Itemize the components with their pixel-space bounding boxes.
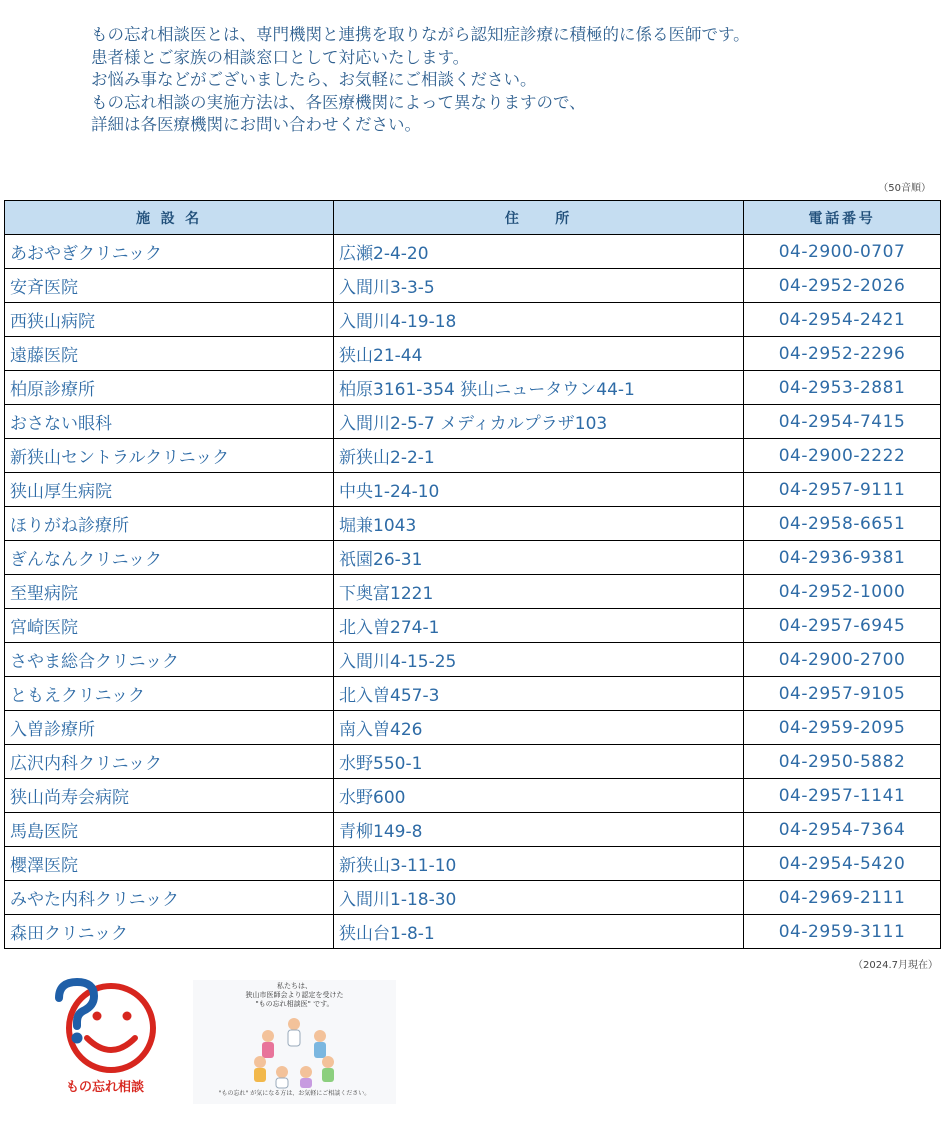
facility-name-cell: おさない眼科 — [5, 405, 334, 439]
header-facility-name: 施 設 名 — [5, 201, 334, 235]
facility-name-cell: ほりがね診療所 — [5, 507, 334, 541]
facility-name-cell: 狭山尚寿会病院 — [5, 779, 334, 813]
intro-text — [91, 24, 911, 137]
address-cell: 柏原3161-354 狭山ニュータウン44-1 — [334, 371, 744, 405]
phone-cell: 04-2969-2111 — [744, 881, 941, 915]
facility-name-cell: 狭山厚生病院 — [5, 473, 334, 507]
phone-cell: 04-2953-2881 — [744, 371, 941, 405]
intro-line: お悩み事などがございましたら、お気軽にご相談ください。 — [91, 70, 537, 89]
address-cell: 北入曽274-1 — [334, 609, 744, 643]
phone-cell: 04-2957-9105 — [744, 677, 941, 711]
address-cell: 下奥富1221 — [334, 575, 744, 609]
address-cell: 広瀬2-4-20 — [334, 235, 744, 269]
address-cell: 入間川1-18-30 — [334, 881, 744, 915]
poster-line: 私たちは、 — [277, 982, 312, 990]
address-cell: 水野600 — [334, 779, 744, 813]
address-cell: 入間川2-5-7 メディカルプラザ103 — [334, 405, 744, 439]
table-row — [5, 269, 941, 303]
facility-name-cell: ぎんなんクリニック — [5, 541, 334, 575]
address-cell: 青柳149-8 — [334, 813, 744, 847]
logo-caption: もの忘れ相談 — [65, 1080, 144, 1095]
facility-name-cell: 馬島医院 — [5, 813, 334, 847]
header-phone: 電話番号 — [744, 201, 941, 235]
phone-cell: 04-2954-2421 — [744, 303, 941, 337]
facility-name-cell: 遠藤医院 — [5, 337, 334, 371]
clinic-table — [4, 200, 941, 949]
address-cell: 南入曽426 — [334, 711, 744, 745]
address-cell: 狭山台1-8-1 — [334, 915, 744, 949]
table-row — [5, 235, 941, 269]
phone-cell: 04-2952-2296 — [744, 337, 941, 371]
table-header-row — [5, 201, 941, 235]
facility-name-cell: 西狭山病院 — [5, 303, 334, 337]
address-cell: 水野550-1 — [334, 745, 744, 779]
table-row — [5, 881, 941, 915]
facility-name-cell: 森田クリニック — [5, 915, 334, 949]
table-row — [5, 439, 941, 473]
phone-cell: 04-2959-3111 — [744, 915, 941, 949]
certification-poster — [193, 980, 396, 1104]
intro-line: もの忘れ相談医とは、専門機関と連携を取りながら認知症診療に積極的に係る医師です。 — [91, 25, 750, 44]
doctors-circle-illustration — [193, 980, 396, 1104]
address-cell: 北入曽457-3 — [334, 677, 744, 711]
phone-cell: 04-2957-1141 — [744, 779, 941, 813]
table-row — [5, 507, 941, 541]
poster-footer: "もの忘れ" が気になる方は、お気軽にご相談ください。 — [218, 1090, 371, 1097]
phone-cell: 04-2950-5882 — [744, 745, 941, 779]
phone-cell: 04-2958-6651 — [744, 507, 941, 541]
table-row — [5, 303, 941, 337]
intro-line: 患者様とご家族の相談窓口として対応いたします。 — [91, 47, 470, 67]
address-cell: 祇園26-31 — [334, 541, 744, 575]
facility-name-cell: 櫻澤医院 — [5, 847, 334, 881]
facility-name-cell: さやま総合クリニック — [5, 643, 334, 677]
phone-cell: 04-2954-7415 — [744, 405, 941, 439]
address-cell: 入間川4-19-18 — [334, 303, 744, 337]
facility-name-cell: 柏原診療所 — [5, 371, 334, 405]
address-cell: 入間川4-15-25 — [334, 643, 744, 677]
address-cell: 堀兼1043 — [334, 507, 744, 541]
table-body — [5, 235, 941, 949]
monowasure-logo — [47, 978, 163, 1098]
phone-cell: 04-2957-6945 — [744, 609, 941, 643]
table-row — [5, 779, 941, 813]
header-address: 住 所 — [334, 201, 744, 235]
table-row — [5, 575, 941, 609]
smiley-question-icon — [47, 978, 163, 1076]
poster-line: 狭山市医師会より認定を受けた — [245, 991, 344, 999]
table-row — [5, 609, 941, 643]
as-of-date-note: （2024.7月現在） — [853, 960, 938, 971]
table-row — [5, 405, 941, 439]
phone-cell: 04-2952-2026 — [744, 269, 941, 303]
table-row — [5, 813, 941, 847]
table-row — [5, 677, 941, 711]
address-cell: 新狭山2-2-1 — [334, 439, 744, 473]
phone-cell: 04-2952-1000 — [744, 575, 941, 609]
facility-name-cell: みやた内科クリニック — [5, 881, 334, 915]
phone-cell: 04-2959-2095 — [744, 711, 941, 745]
table-row — [5, 337, 941, 371]
phone-cell: 04-2954-5420 — [744, 847, 941, 881]
phone-cell: 04-2936-9381 — [744, 541, 941, 575]
facility-name-cell: 広沢内科クリニック — [5, 745, 334, 779]
phone-cell: 04-2957-9111 — [744, 473, 941, 507]
table-row — [5, 541, 941, 575]
address-cell: 狭山21-44 — [334, 337, 744, 371]
table-row — [5, 643, 941, 677]
facility-name-cell: 入曽診療所 — [5, 711, 334, 745]
facility-name-cell: 安斉医院 — [5, 269, 334, 303]
intro-line: 詳細は各医療機関にお問い合わせください。 — [91, 115, 421, 134]
facility-name-cell: 新狭山セントラルクリニック — [5, 439, 334, 473]
table-row — [5, 847, 941, 881]
phone-cell: 04-2900-2222 — [744, 439, 941, 473]
table-row — [5, 371, 941, 405]
intro-line: もの忘れ相談の実施方法は、各医療機関によって異なりますので、 — [91, 92, 586, 112]
table-row — [5, 473, 941, 507]
sort-order-note: （50音順） — [878, 183, 931, 194]
phone-cell: 04-2900-2700 — [744, 643, 941, 677]
address-cell: 中央1-24-10 — [334, 473, 744, 507]
address-cell: 新狭山3-11-10 — [334, 847, 744, 881]
phone-cell: 04-2954-7364 — [744, 813, 941, 847]
facility-name-cell: ともえクリニック — [5, 677, 334, 711]
table-row — [5, 711, 941, 745]
poster-line: "もの忘れ相談医" です。 — [255, 1000, 334, 1008]
address-cell: 入間川3-3-5 — [334, 269, 744, 303]
table-row — [5, 915, 941, 949]
table-row — [5, 745, 941, 779]
facility-name-cell: あおやぎクリニック — [5, 235, 334, 269]
phone-cell: 04-2900-0707 — [744, 235, 941, 269]
facility-name-cell: 宮崎医院 — [5, 609, 334, 643]
facility-name-cell: 至聖病院 — [5, 575, 334, 609]
